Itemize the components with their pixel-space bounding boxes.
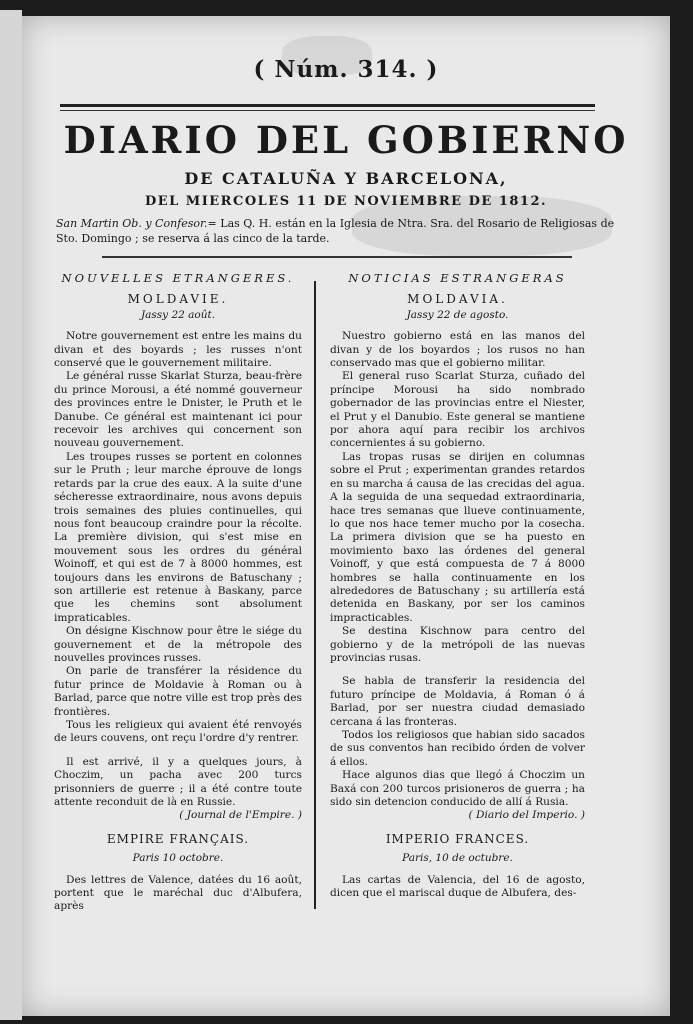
country-heading: MOLDAVIA. [407,292,508,307]
column-divider [314,281,316,909]
header-rule [60,104,595,107]
paragraph: Todos los religiosos que habian sido sacados de sus conventos han recibido órden de volver á ellos. [330,729,585,768]
source-citation: ( Journal de l'Empire. ) [179,809,302,822]
paragraph: Nuestro gobierno está en las manos del divan y de los boyardos ; los rusos no han conservado mas que el gobierno militar. [330,330,585,370]
paragraph: Les troupes russes se portent en colonnes sur le Pruth ; leur marche éprouve de longs retards par la crue des eaux. A la suite d'une sécheresse extraordinaire, nous avons depuis trois semaines des pluies continuelles, qui nous font beaucoup craindre pour la récolte. La première division, qui s'est mise en mouvement sous les ordres du général Woinoff, et qui est de 7 à 8000 hommes, est toujours dans les environs de Batuschany ; son artillerie est retenue à Baskany, parce que les chemins sont absolument impraticables. [54,450,302,624]
issue-date: DEL MIERCOLES 11 DE NOVIEMBRE DE 1812. [144,194,548,209]
paragraph: Il est arrivé, il y a quelques jours, à Choczim, un pacha avec 200 turcs prisonniers de guerre ; il a été contre toute attente reconduit de là en Russie. [54,755,302,809]
previous-page-edge [0,10,22,1020]
section-heading: EMPIRE FRANÇAIS. [106,831,250,846]
paragraph: El general ruso Scarlat Sturza, cuñado del príncipe Morousi ha sido nombrado gobernador de las provincias entre el Niester, el Prut y el Danubio. Este general se mantiene por ahora aquí para recibir los archivos concernientes á su gobierno. [330,370,585,450]
dateline: Jassy 22 de agosto. [406,308,509,321]
newspaper-subtitle: DE CATALUÑA Y BARCELONA, [184,169,508,188]
paragraph: Tous les religieux qui avaient été renvoyés de leurs couvens, ont reçu l'ordre d'y rentrer. [54,719,302,745]
source-citation: ( Diario del Imperio. ) [468,809,585,822]
paragraph: On parle de transférer la résidence du futur prince de Moldavie à Roman ou à Barlad, parce que notre ville est trop près des frontières. [54,665,302,718]
header-rule-thin [60,110,595,111]
newspaper-title: DIARIO DEL GOBIERNO [63,118,629,162]
paragraph: Las cartas de Valencia, del 16 de agosto, dicen que el mariscal duque de Albufera, des- [330,873,585,900]
paragraph: Des lettres de Valence, datées du 16 août, portent que le maréchal duc d'Albufera, après [54,873,302,913]
dateline: Paris, 10 de octubre. [402,852,513,865]
paragraph: Hace algunos dias que llegó á Choczim un Baxá con 200 turcos prisioneros de guerra ; ha sido sin detencion conducido de allí á Rusia. [330,769,585,809]
issue-number: ( Núm. 314. ) [253,56,439,83]
paragraph: Se habla de transferir la residencia del futuro príncipe de Moldavia, á Roman ó á Barlad, por ser nuestra ciudad demasiado cercana á las fronteras. [330,675,585,728]
section-heading: NOTICIAS ESTRANGERAS [348,271,567,285]
paragraph: Las tropas rusas se dirijen en columnas sobre el Prut ; experimentan grandes retardos en su marcha á causa de las crecidas del agua. A la seguida de una sequedad extraordinaria, hace tres semanas que llueve continuamente, lo que nos hace temer mucho por la cosecha. La primera division que se ha puesto en movimiento baxo las órdenes del general Voinoff, y que está compuesta de 7 á 8000 hombres se halla continuamente en los alrededores de Batuschany ; su artillería está detenida en Baskany, por ser los caminos impracticables. [330,450,585,624]
saint-notice: Las Q. H. están en la Iglesia de Ntra. Sra. del Rosario de Religiosas de Sto. Domingo ; se reserva á las cinco de la tarde. [56,217,615,245]
newspaper-page [22,16,670,1016]
section-heading: IMPERIO FRANCES. [385,831,530,846]
paragraph: Notre gouvernement est entre les mains du divan et des boyards ; les russes n'ont conservé que le gouvernement militaire. [54,330,302,370]
section-rule [102,256,572,258]
dateline: Paris 10 octobre. [132,852,224,865]
spanish-column [330,272,585,900]
country-heading: MOLDAVIE. [127,292,229,307]
section-heading: NOUVELLES ETRANGERES. [61,271,295,285]
paragraph: On désigne Kischnow pour être le siége du gouvernement et de la métropole des nouvelles provinces russes. [54,625,302,664]
saint-of-the-day [56,216,631,246]
french-column [54,272,302,914]
dateline: Jassy 22 août. [140,308,216,321]
saint-name: San Martin Ob. y Confesor.= [56,217,217,230]
paragraph: Se destina Kischnow para centro del gobierno y de la metrópoli de las nuevas provincias rusas. [330,625,585,664]
paragraph: Le général russe Skarlat Sturza, beau-frère du prince Morousi, a été nommé gouverneur des provinces entre le Dnister, le Pruth et le Danube. Ce général est maintenant ici pour recevoir les archives qui concernent son nouveau gouvernement. [54,370,302,450]
